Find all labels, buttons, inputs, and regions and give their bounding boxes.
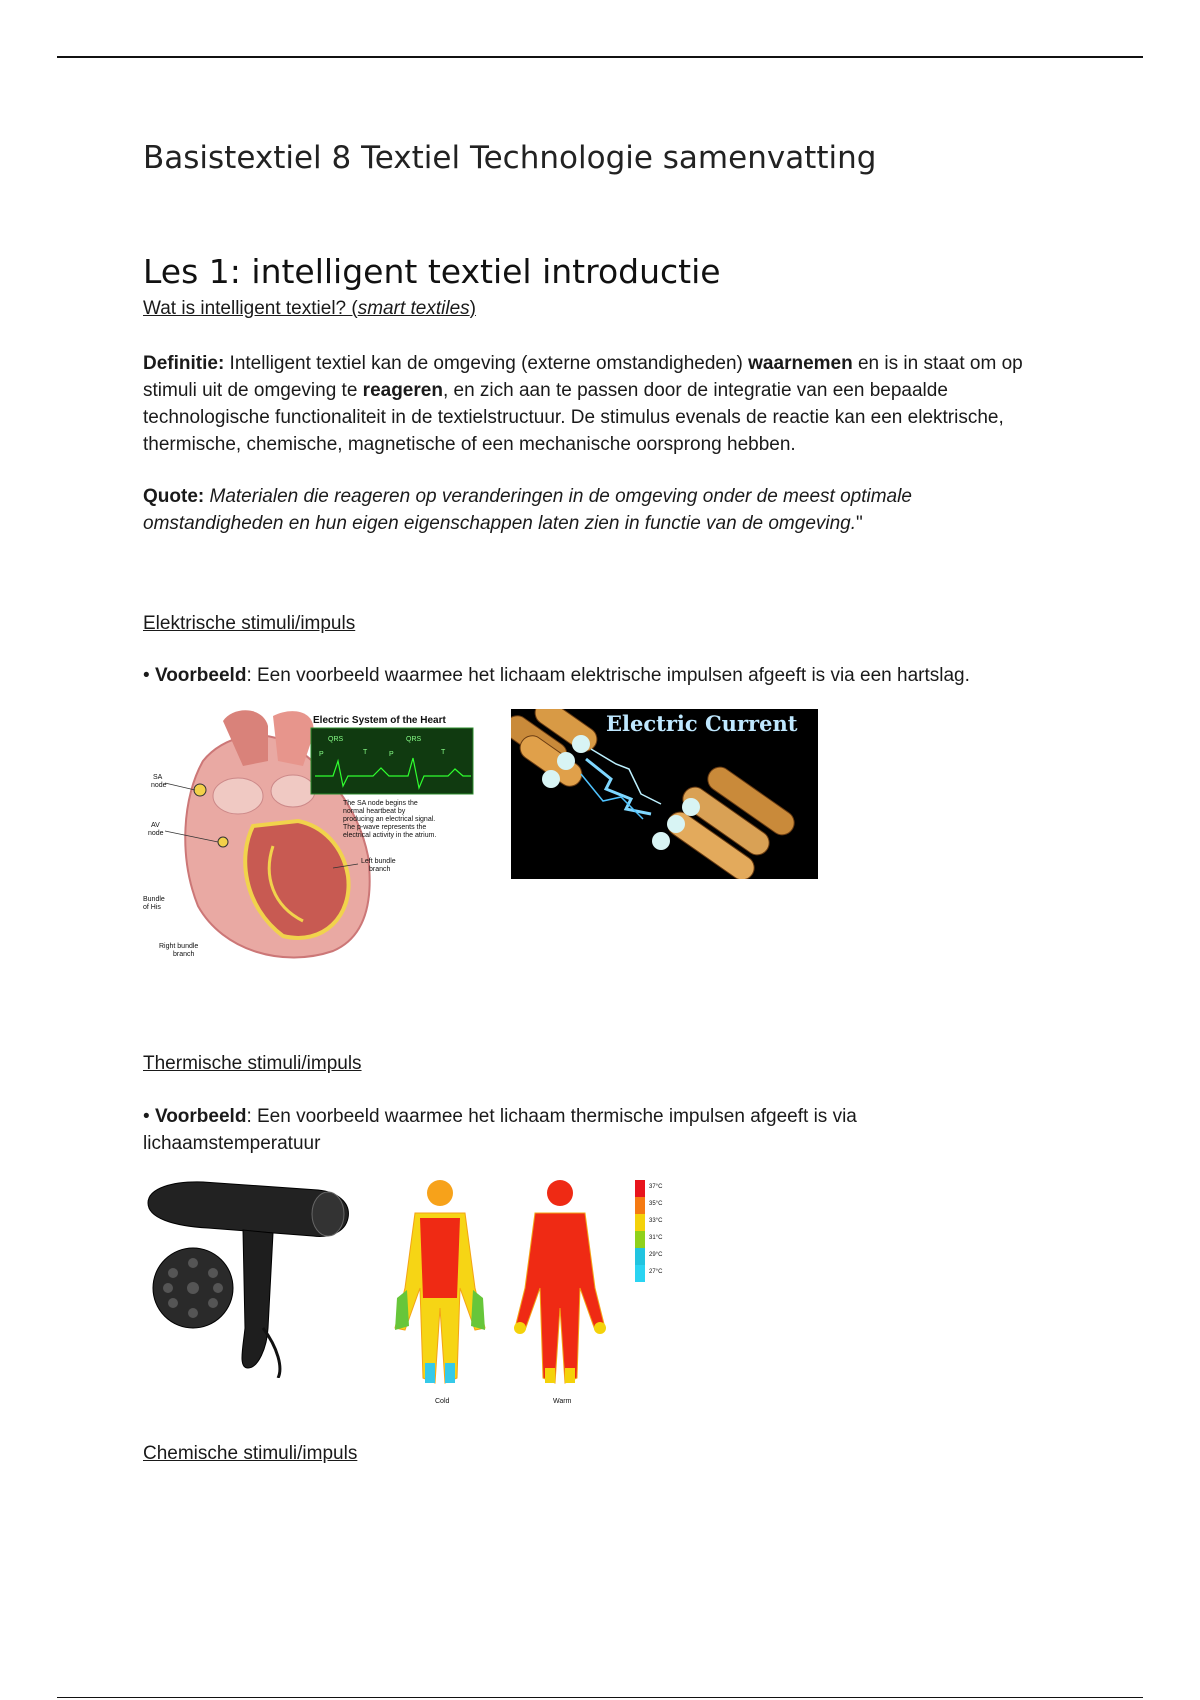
chemical-heading: Chemische stimuli/impuls — [143, 1443, 358, 1464]
heart-electric-system-image — [143, 706, 478, 971]
scale-swatch — [635, 1197, 645, 1214]
cold-label: Cold — [435, 1398, 450, 1405]
thermal-heading: Thermische stimuli/impuls — [143, 1053, 362, 1074]
qrs-label-1: QRS — [328, 736, 344, 743]
sa-node-label-1: SA — [153, 774, 163, 781]
scale-swatch — [635, 1231, 645, 1248]
question-subheading: Wat is intelligent textiel? (smart textiles) — [143, 298, 476, 319]
caption-line-3: producing an electrical signal. — [343, 816, 436, 823]
left-bundle-label-2: branch — [369, 866, 391, 873]
body-temperature-image — [385, 1178, 670, 1408]
scale-label: 29°C — [649, 1252, 663, 1258]
wave-p-label-1: P — [319, 751, 324, 758]
left-bundle-label-1: Left bundle — [361, 858, 396, 865]
electric-example: • Voorbeeld: Een voorbeeld waarmee het lichaam elektrische impulsen afgeeft is via een hartslag. — [143, 665, 970, 686]
scale-label: 31°C — [649, 1235, 663, 1241]
scale-swatch — [635, 1248, 645, 1265]
caption-line-1: The SA node begins the — [343, 800, 418, 807]
scale-swatch — [635, 1265, 645, 1282]
bottom-rule — [57, 1697, 1143, 1698]
electric-current-title: Electric Current — [606, 711, 798, 736]
right-bundle-label-2: branch — [173, 951, 195, 958]
scale-label: 35°C — [649, 1201, 663, 1207]
lesson-heading: Les 1: intelligent textiel introductie — [143, 252, 721, 291]
caption-line-4: The p-wave represents the — [343, 824, 427, 831]
scale-label: 37°C — [649, 1184, 663, 1190]
heart-figure-title: Electric System of the Heart — [313, 715, 446, 726]
scale-swatch — [635, 1214, 645, 1231]
scale-label: 27°C — [649, 1269, 663, 1275]
scale-swatch — [635, 1180, 645, 1197]
wave-t-label-1: T — [363, 749, 368, 756]
wave-p-label-2: P — [389, 751, 394, 758]
electric-current-image — [511, 709, 818, 879]
bundle-label-1: Bundle — [143, 896, 165, 903]
wave-t-label-2: T — [441, 749, 446, 756]
sa-node-label-2: node — [151, 782, 167, 789]
warm-label: Warm — [553, 1398, 572, 1405]
definition-paragraph: Definitie: Intelligent textiel kan de omgeving (externe omstandigheden) waarnemen en is in staat om op stimuli uit de omgeving te reageren, en zich aan te passen door de integratie van een bepaalde technologische functionaliteit in de textielstructuur. De stimulus evenals de reactie kan een elektrische, thermische, chemische, magnetische of een mechanische oorsprong hebben. — [143, 353, 1023, 455]
quote-paragraph: Quote: Materialen die reageren op veranderingen in de omgeving onder de meest optimale omstandigheden en hun eigen eigenschappen laten zien in functie van de omgeving." — [143, 486, 912, 534]
hair-dryer-image — [143, 1178, 353, 1378]
av-node-label-1: AV — [151, 822, 160, 829]
qrs-label-2: QRS — [406, 736, 422, 743]
caption-line-5: electrical activity in the atrium. — [343, 832, 437, 839]
scale-label: 33°C — [649, 1218, 663, 1224]
bundle-label-2: of His — [143, 904, 161, 911]
electric-heading: Elektrische stimuli/impuls — [143, 613, 356, 634]
av-node-label-2: node — [148, 830, 164, 837]
thermal-example: • Voorbeeld: Een voorbeeld waarmee het lichaam thermische impulsen afgeeft is via lichaamstemperatuur — [143, 1106, 857, 1154]
document-title: Basistextiel 8 Textiel Technologie samenvatting — [143, 140, 877, 176]
right-bundle-label-1: Right bundle — [159, 943, 199, 950]
top-rule — [57, 56, 1143, 58]
caption-line-2: normal heartbeat by — [343, 808, 406, 815]
